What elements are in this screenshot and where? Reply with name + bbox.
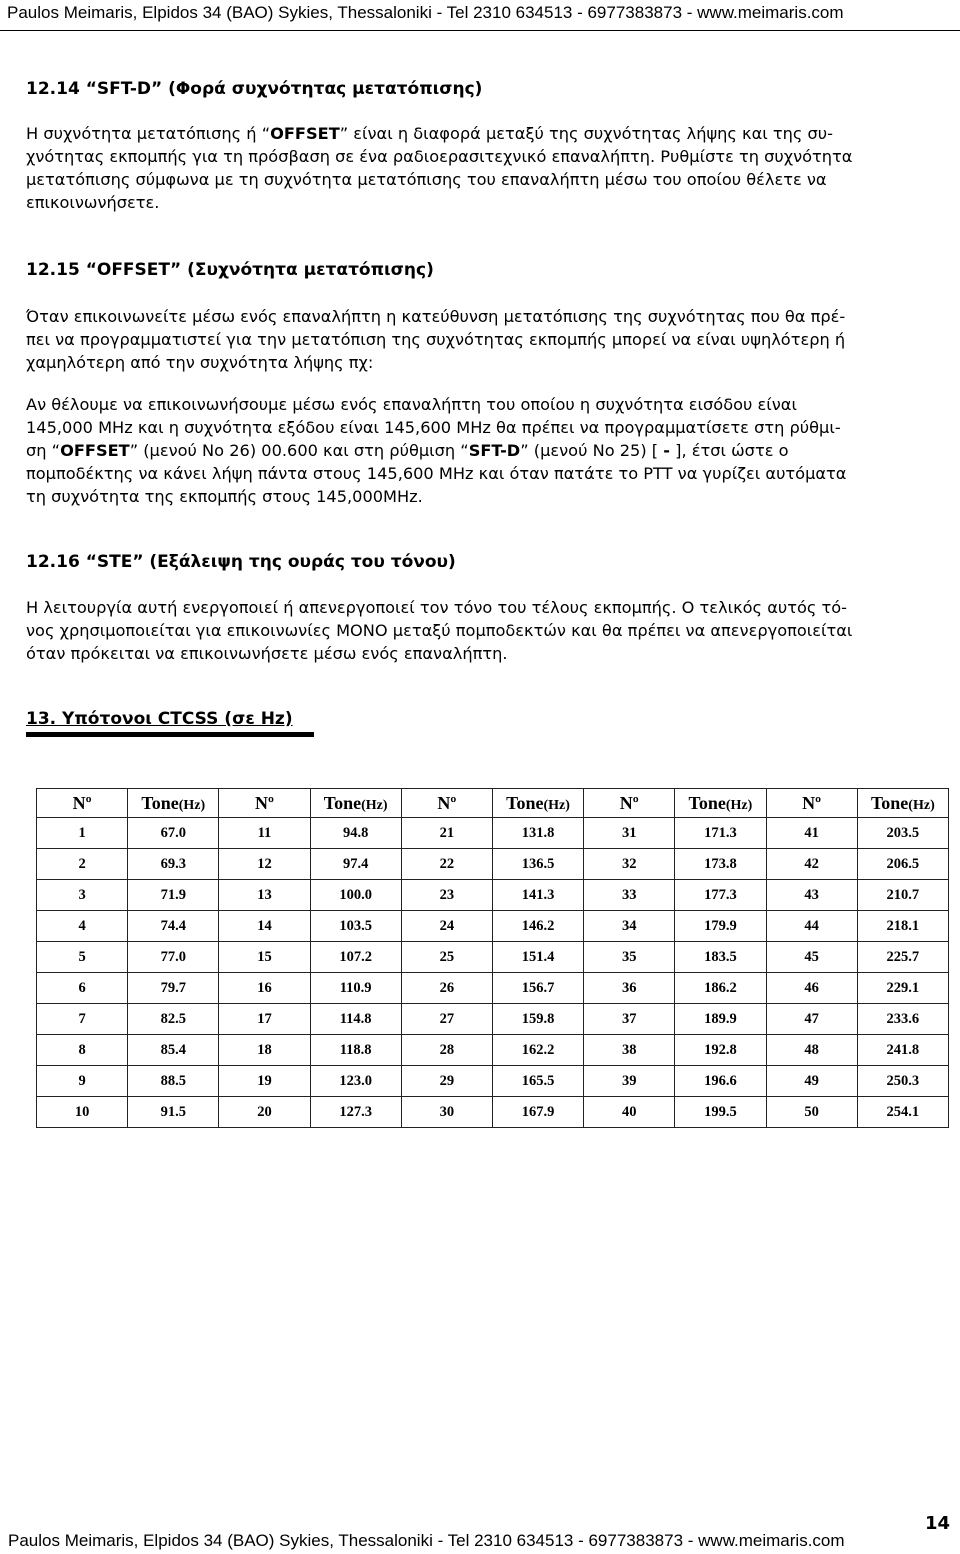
tone-value-cell: 136.5	[492, 849, 583, 880]
column-header-tone: Tone(Hz)	[310, 789, 401, 818]
text-line: χαμηλότερη από την συχνότητα λήψης πχ:	[26, 353, 374, 372]
tone-value-cell: 210.7	[857, 880, 948, 911]
channel-number-cell: 36	[584, 973, 675, 1004]
channel-number-cell: 19	[219, 1066, 310, 1097]
channel-number-cell: 1	[37, 818, 128, 849]
table-row	[37, 818, 949, 849]
text-line	[26, 122, 952, 145]
text-line: Αν θέλουμε να επικοινωνήσουμε μέσω ενός επαναλήπτη του οποίου η συχνότητα εισόδου είναι	[26, 395, 797, 414]
channel-number-cell: 30	[401, 1097, 492, 1128]
channel-number-cell: 7	[37, 1004, 128, 1035]
tone-value-cell: 156.7	[492, 973, 583, 1004]
text-line: Όταν επικοινωνείτε μέσω ενός επαναλήπτη η κατεύθυνση μετατόπισης της συχνότητας που θα πρέ-	[26, 307, 846, 326]
section-13-title: 13. Υπότονοι CTCSS (σε Hz)	[26, 707, 314, 737]
tone-value-cell: 162.2	[492, 1035, 583, 1066]
column-header-no: Nº	[219, 789, 310, 818]
channel-number-cell: 6	[37, 973, 128, 1004]
tone-value-cell: 131.8	[492, 818, 583, 849]
tone-value-cell: 127.3	[310, 1097, 401, 1128]
page-header: Paulos Meimaris, Elpidos 34 (BAO) Sykies, Thessaloniki - Tel 2310 634513 - 6977383873 - www.meimaris.com	[7, 3, 844, 22]
tone-value-cell: 241.8	[857, 1035, 948, 1066]
section-12-16-body	[26, 596, 952, 665]
tone-value-cell: 206.5	[857, 849, 948, 880]
channel-number-cell: 41	[766, 818, 857, 849]
text-line: πομποδέκτης να κάνει λήψη πάντα στους 145,600 MHz και όταν πατάτε το PTT να γυρίζει αυτόματα	[26, 464, 847, 483]
tone-value-cell: 141.3	[492, 880, 583, 911]
tone-value-cell: 69.3	[128, 849, 219, 880]
column-header-tone: Tone(Hz)	[857, 789, 948, 818]
channel-number-cell: 26	[401, 973, 492, 1004]
table-row	[37, 942, 949, 973]
column-header-no: Nº	[766, 789, 857, 818]
section-12-16-title: 12.16 “STE” (Εξάλειψη της ουράς του τόνου)	[26, 552, 456, 572]
channel-number-cell: 37	[584, 1004, 675, 1035]
channel-number-cell: 45	[766, 942, 857, 973]
tone-value-cell: 229.1	[857, 973, 948, 1004]
channel-number-cell: 10	[37, 1097, 128, 1128]
tone-value-cell: 94.8	[310, 818, 401, 849]
channel-number-cell: 20	[219, 1097, 310, 1128]
column-header-no: Nº	[401, 789, 492, 818]
tone-value-cell: 77.0	[128, 942, 219, 973]
sft-d-term: SFT-D	[468, 441, 521, 460]
channel-number-cell: 32	[584, 849, 675, 880]
tone-value-cell: 151.4	[492, 942, 583, 973]
tone-value-cell: 91.5	[128, 1097, 219, 1128]
tone-value-cell: 107.2	[310, 942, 401, 973]
text-run: ” (μενού No 26) 00.600 και στη ρύθμιση “	[129, 441, 469, 460]
table-row	[37, 911, 949, 942]
table-row	[37, 1004, 949, 1035]
channel-number-cell: 44	[766, 911, 857, 942]
column-header-tone: Tone(Hz)	[128, 789, 219, 818]
column-header-tone: Tone(Hz)	[675, 789, 766, 818]
section-12-15-paragraph-1	[26, 305, 952, 374]
tone-value-cell: 203.5	[857, 818, 948, 849]
channel-number-cell: 48	[766, 1035, 857, 1066]
channel-number-cell: 49	[766, 1066, 857, 1097]
page-number: 14	[924, 1513, 950, 1534]
tone-value-cell: 103.5	[310, 911, 401, 942]
tone-value-cell: 146.2	[492, 911, 583, 942]
table-row	[37, 1097, 949, 1128]
channel-number-cell: 24	[401, 911, 492, 942]
page-footer: Paulos Meimaris, Elpidos 34 (BAO) Sykies, Thessaloniki - Tel 2310 634513 - 6977383873 - www.meimaris.com	[8, 1531, 845, 1550]
tone-value-cell: 79.7	[128, 973, 219, 1004]
tone-value-cell: 97.4	[310, 849, 401, 880]
text-run: ” είναι η διαφορά μεταξύ της συχνότητας λήψης και της συ-	[339, 124, 833, 143]
tone-value-cell: 186.2	[675, 973, 766, 1004]
column-header-no: Nº	[37, 789, 128, 818]
tone-value-cell: 173.8	[675, 849, 766, 880]
channel-number-cell: 14	[219, 911, 310, 942]
text-line: τη συχνότητα της εκπομπής στους 145,000MHz.	[26, 487, 423, 506]
tone-value-cell: 123.0	[310, 1066, 401, 1097]
text-run: Η συχνότητα μετατόπισης ή “	[26, 124, 271, 143]
channel-number-cell: 40	[584, 1097, 675, 1128]
tone-value-cell: 85.4	[128, 1035, 219, 1066]
channel-number-cell: 27	[401, 1004, 492, 1035]
table-row	[37, 973, 949, 1004]
channel-number-cell: 38	[584, 1035, 675, 1066]
offset-term: OFFSET	[60, 441, 130, 460]
tone-value-cell: 165.5	[492, 1066, 583, 1097]
offset-term: OFFSET	[270, 124, 340, 143]
text-run: ” (μενού No 25) [	[520, 441, 664, 460]
channel-number-cell: 35	[584, 942, 675, 973]
tone-value-cell: 196.6	[675, 1066, 766, 1097]
tone-value-cell: 67.0	[128, 818, 219, 849]
channel-number-cell: 46	[766, 973, 857, 1004]
channel-number-cell: 39	[584, 1066, 675, 1097]
channel-number-cell: 9	[37, 1066, 128, 1097]
channel-number-cell: 47	[766, 1004, 857, 1035]
channel-number-cell: 16	[219, 973, 310, 1004]
section-12-15-title: 12.15 “OFFSET” (Συχνότητα μετατόπισης)	[26, 260, 434, 280]
tone-value-cell: 199.5	[675, 1097, 766, 1128]
tone-value-cell: 71.9	[128, 880, 219, 911]
text-line: πει να προγραμματιστεί για την μετατόπιση της συχνότητας εκπομπής μπορεί να είναι υψηλότερη ή	[26, 330, 846, 349]
tone-value-cell: 183.5	[675, 942, 766, 973]
section-12-14-body	[26, 122, 952, 214]
channel-number-cell: 34	[584, 911, 675, 942]
column-header-no: Nº	[584, 789, 675, 818]
channel-number-cell: 28	[401, 1035, 492, 1066]
column-header-tone: Tone(Hz)	[492, 789, 583, 818]
text-line: επικοινωνήσετε.	[26, 193, 160, 212]
section-12-14-title: 12.14 “SFT-D” (Φορά συχνότητας μετατόπισης)	[26, 79, 483, 99]
tone-value-cell: 74.4	[128, 911, 219, 942]
tone-value-cell: 225.7	[857, 942, 948, 973]
tone-value-cell: 189.9	[675, 1004, 766, 1035]
table-row	[37, 880, 949, 911]
tone-value-cell: 88.5	[128, 1066, 219, 1097]
channel-number-cell: 4	[37, 911, 128, 942]
text-line: όταν πρόκειται να επικοινωνήσετε μέσω ενός επαναλήπτη.	[26, 644, 508, 663]
tone-value-cell: 192.8	[675, 1035, 766, 1066]
table-body	[37, 818, 949, 1128]
table-header-row	[37, 789, 949, 818]
channel-number-cell: 13	[219, 880, 310, 911]
text-line: νος χρησιμοποιείται για επικοινωνίες ΜΟΝΟ μεταξύ πομποδεκτών και θα πρέπει να απενεργοποιείται	[26, 621, 853, 640]
channel-number-cell: 3	[37, 880, 128, 911]
text-run: ση “	[26, 441, 61, 460]
channel-number-cell: 21	[401, 818, 492, 849]
tone-value-cell: 179.9	[675, 911, 766, 942]
table-row	[37, 1066, 949, 1097]
header-rule	[0, 30, 960, 31]
channel-number-cell: 23	[401, 880, 492, 911]
table-row	[37, 1035, 949, 1066]
channel-number-cell: 15	[219, 942, 310, 973]
tone-value-cell: 110.9	[310, 973, 401, 1004]
channel-number-cell: 8	[37, 1035, 128, 1066]
minus-sign: -	[663, 441, 670, 460]
channel-number-cell: 2	[37, 849, 128, 880]
channel-number-cell: 17	[219, 1004, 310, 1035]
channel-number-cell: 31	[584, 818, 675, 849]
channel-number-cell: 33	[584, 880, 675, 911]
tone-value-cell: 250.3	[857, 1066, 948, 1097]
tone-value-cell: 118.8	[310, 1035, 401, 1066]
channel-number-cell: 11	[219, 818, 310, 849]
text-line: μετατόπισης σύμφωνα με τη συχνότητα μετατόπισης του επαναλήπτη μέσω του οποίου θέλετε να	[26, 170, 827, 189]
text-line: 145,000 MHz και η συχνότητα εξόδου είναι 145,600 MHz θα πρέπει να προγραμματίσετε στη ρύθμι-	[26, 418, 841, 437]
channel-number-cell: 18	[219, 1035, 310, 1066]
channel-number-cell: 22	[401, 849, 492, 880]
text-line: Η λειτουργία αυτή ενεργοποιεί ή απενεργοποιεί τον τόνο του τέλους εκπομπής. Ο τελικός αυτός τό-	[26, 598, 848, 617]
channel-number-cell: 43	[766, 880, 857, 911]
text-line: χνότητας εκπομπής για τη πρόσβαση σε ένα ραδιοερασιτεχνικό επαναλήπτη. Ρυθμίστε τη συχνότητα	[26, 147, 853, 166]
tone-value-cell: 82.5	[128, 1004, 219, 1035]
tone-value-cell: 177.3	[675, 880, 766, 911]
ctcss-tone-table	[36, 788, 949, 1128]
tone-value-cell: 254.1	[857, 1097, 948, 1128]
channel-number-cell: 42	[766, 849, 857, 880]
channel-number-cell: 12	[219, 849, 310, 880]
section-12-15-paragraph-2	[26, 393, 952, 508]
tone-value-cell: 167.9	[492, 1097, 583, 1128]
channel-number-cell: 50	[766, 1097, 857, 1128]
text-line	[26, 439, 952, 462]
tone-value-cell: 233.6	[857, 1004, 948, 1035]
channel-number-cell: 29	[401, 1066, 492, 1097]
tone-value-cell: 114.8	[310, 1004, 401, 1035]
tone-value-cell: 171.3	[675, 818, 766, 849]
tone-value-cell: 218.1	[857, 911, 948, 942]
tone-value-cell: 159.8	[492, 1004, 583, 1035]
channel-number-cell: 5	[37, 942, 128, 973]
text-run: ], έτσι ώστε ο	[670, 441, 789, 460]
tone-value-cell: 100.0	[310, 880, 401, 911]
table-row	[37, 849, 949, 880]
channel-number-cell: 25	[401, 942, 492, 973]
